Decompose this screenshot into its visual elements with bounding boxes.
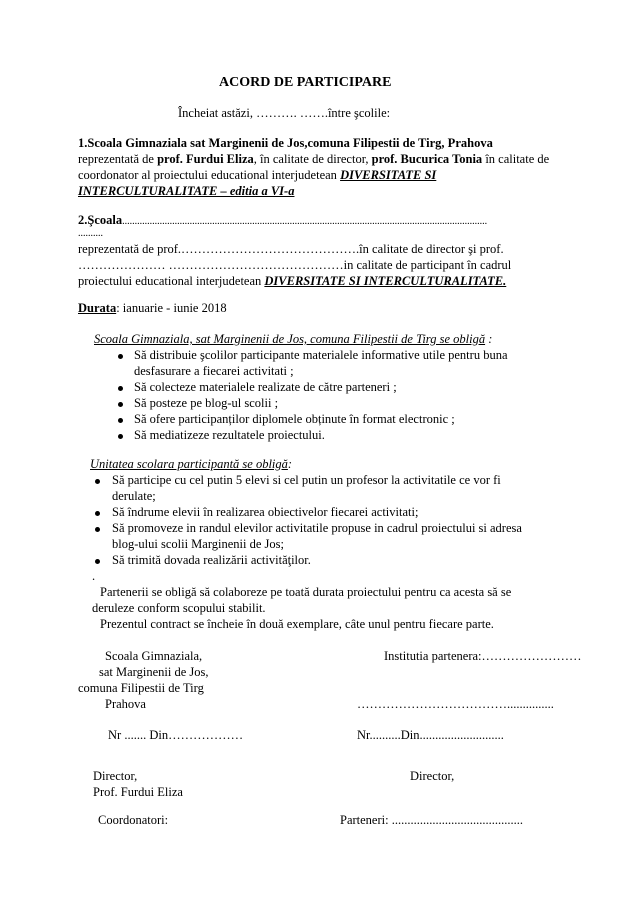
- text: , în calitate de director,: [253, 152, 372, 166]
- left-school-line1: Scoala Gimnaziala,: [105, 649, 203, 663]
- school2-line4: ………………… ……………………………………in calitate de participant în cadrul: [78, 258, 512, 272]
- bullet-icon: [118, 434, 123, 439]
- bullet-icon: [95, 511, 100, 516]
- project-name: DIVERSITATE SI INTERCULTURALITATE.: [264, 274, 507, 288]
- bullet-icon: [118, 418, 123, 423]
- list-item: Să promoveze in randul elevilor activitatile propuse in cadrul proiectului si adresa: [112, 521, 522, 535]
- duration-label: Durata: [78, 301, 117, 315]
- school1-coordinator-line: [78, 167, 436, 183]
- duration-line: [78, 300, 227, 316]
- school2-line5: [78, 273, 506, 289]
- left-school-line3: comuna Filipestii de Tirg: [78, 681, 204, 695]
- closing-p1-cont: deruleze conform scopului stabilit.: [92, 601, 266, 615]
- list-item: Să îndrume elevii în realizarea obiectivelor fiecarei activitati;: [112, 505, 419, 519]
- closing-p2: Prezentul contract se încheie în două exemplare, câte unul pentru fiecare parte.: [100, 617, 494, 631]
- text: coordonator al proiectului educational interjudetean: [78, 168, 341, 182]
- bullet-icon: [95, 559, 100, 564]
- list-item: Să colecteze materialele realizate de către parteneri ;: [134, 380, 397, 394]
- list-item-cont: desfasurare a fiecarei activitati ;: [134, 364, 294, 378]
- dots-cont: ..........: [78, 228, 103, 239]
- bullet-icon: [118, 354, 123, 359]
- duration-value: : ianuarie - iunie 2018: [116, 301, 227, 315]
- bullet-icon: [95, 527, 100, 532]
- bullet-icon: [118, 402, 123, 407]
- partner-dots: ………………………………...............: [357, 697, 554, 711]
- dot-line: .: [92, 569, 96, 583]
- dots: ..................................................................................................................................................: [122, 216, 488, 227]
- coordinator-name: prof. Bucurica Tonia: [371, 152, 483, 166]
- school2-heading-line: [78, 212, 487, 230]
- list-item-cont: blog-ului scolii Marginenii de Jos;: [112, 537, 284, 551]
- obligations1-heading-line: [94, 331, 492, 347]
- bullet-icon: [95, 479, 100, 484]
- list-item: Să posteze pe blog-ul scolii ;: [134, 396, 279, 410]
- document-title: ACORD DE PARTICIPARE: [219, 75, 392, 90]
- list-item: Să distribuie şcolilor participante materialele informative utile pentru buna: [134, 348, 508, 362]
- project-name: DIVERSITATE SI: [340, 168, 437, 182]
- text: :: [287, 457, 293, 471]
- director-name: prof. Furdui Eliza: [157, 152, 254, 166]
- list-item: Să ofere participanților diplomele obținute în format electronic ;: [134, 412, 455, 426]
- bullet-icon: [118, 386, 123, 391]
- text: reprezentată de: [78, 152, 158, 166]
- partners-label: Parteneri: ..........................................: [340, 813, 523, 827]
- partner-institution: Institutia partenera:……………………: [384, 649, 582, 663]
- school2-line3: reprezentată de prof.…………………………………….în calitate de director şi prof.: [78, 242, 504, 256]
- project-name-cont: INTERCULTURALITATE – editia a VI-a: [78, 184, 295, 198]
- school2-heading: 2.Şcoala: [78, 213, 123, 227]
- obligations1-heading: Scoala Gimnaziala, sat Marginenii de Jos, comuna Filipestii de Tirg se obligă: [94, 332, 486, 346]
- concluded-line: Încheiat astăzi, ………. …….între şcolile:: [178, 106, 391, 120]
- school1-heading: 1.Scoala Gimnaziala sat Marginenii de Jos,comuna Filipestii de Tirg, Prahova: [78, 136, 493, 150]
- right-director-label: Director,: [410, 769, 455, 783]
- left-director-label: Director,: [93, 769, 138, 783]
- list-item-cont: derulate;: [112, 489, 156, 503]
- list-item: Să mediatizeze rezultatele proiectului.: [134, 428, 325, 442]
- obligations2-heading-line: [90, 456, 292, 472]
- right-nr-line: Nr..........Din...........................: [357, 728, 504, 742]
- left-school-line4: Prahova: [105, 697, 146, 711]
- school1-representation: [78, 151, 549, 167]
- list-item: Să trimită dovada realizării activităţilor.: [112, 553, 311, 567]
- closing-p1: Partenerii se obligă să colaboreze pe toată durata proiectului pentru ca acesta să se: [100, 585, 512, 599]
- coordinators-label: Coordonatori:: [98, 813, 169, 827]
- left-school-line2: sat Marginenii de Jos,: [99, 665, 209, 679]
- text: în calitate de: [482, 152, 550, 166]
- text: proiectului educational interjudetean: [78, 274, 265, 288]
- left-nr-line: Nr ....... Din………………: [108, 728, 244, 742]
- obligations2-heading: Unitatea scolara participantă se obligă: [90, 457, 288, 471]
- text: :: [485, 332, 493, 346]
- list-item: Să participe cu cel putin 5 elevi si cel putin un profesor la activitatile ce vor fi: [112, 473, 501, 487]
- left-director-name: Prof. Furdui Eliza: [93, 785, 183, 799]
